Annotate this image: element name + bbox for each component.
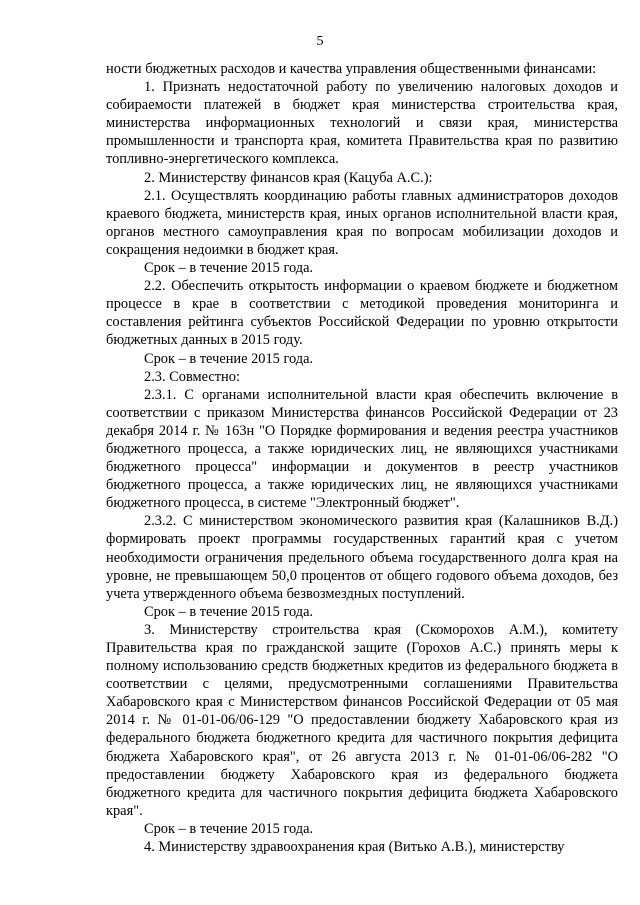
deadline-line: Срок – в течение 2015 года. [144, 350, 314, 367]
paragraph: 3. Министерству строительства края (Скоморохов А.М.), комитету Правительства края по гражданской защите (Горохов А.С.) принять меры к полному использованию средств бюджетных кредитов из федерального бюджета в соответствии с целями, предусмотренными соглашениями Правительства Хабаровского края с Министерством финансов Российской Федерации от 05 мая 2014 г. № 01-01-06/06-129 "О предоставлении бюджету Хабаровского края из федерального бюджета бюджетного кредита для частичного покрытия дефицита бюджета Хабаровского края", от 26 августа 2013 г. № 01-01-06/06-282 "О предоставлении бюджету Хабаровского края из федерального бюджета бюджетного кредита для частичного покрытия дефицита бюджета Хабаровского края". [106, 621, 618, 819]
paragraph: 2.3.2. С министерством экономического развития края (Калашников В.Д.) формировать проект программы государственных гарантий края с учетом необходимости ограничения предельного объема государственного долга края на уровне, не превышающем 50,0 процентов от общего годового объема доходов, без учета утвержденного объема безвозмездных поступлений. [106, 513, 618, 602]
paragraph: 2.3.1. С органами исполнительной власти края обеспечить включение в соответствии с приказом Министерства финансов Российской Федерации от 23 декабря 2014 г. № 163н "О Порядке формирования и ведения реестра участников бюджетного процесса, а также юридических лиц, не являющихся участниками бюджетного процесса" информации и документов в реестр участников бюджетного процесса, а также юридических лиц, не являющихся участниками бюджетного процесса, в системе "Электронный бюджет". [106, 386, 618, 512]
paragraph: 2.3. Совместно: [144, 368, 240, 385]
page-number: 5 [316, 34, 324, 49]
deadline-line: Срок – в течение 2015 года. [144, 603, 314, 620]
paragraph: 2. Министерству финансов края (Кацуба А.С.): [144, 169, 433, 186]
deadline-line: Срок – в течение 2015 года. [144, 820, 314, 837]
paragraph: 2.1. Осуществлять координацию работы главных администраторов доходов краевого бюджета, министерств края, иных органов исполнительной власти края, органов местного самоуправления края по вопросам мобилизации доходов и сокращения недоимки в бюджет края. [106, 187, 618, 258]
document-body [106, 60, 618, 856]
deadline-line: Срок – в течение 2015 года. [144, 260, 314, 277]
paragraph: 1. Признать недостаточной работу по увеличению налоговых доходов и собираемости платежей в бюджет края министерства строительства края, министерства информационных технологий и связи края, министерства промышленности и транспорта края, комитета Правительства края по развитию топливно-энергетического комплекса. [106, 79, 618, 168]
paragraph: ности бюджетных расходов и качества управления общественными финансами: [106, 61, 597, 77]
paragraph: 4. Министерству здравоохранения края (Витько А.В.), министерству [144, 839, 565, 856]
paragraph: 2.2. Обеспечить открытость информации о краевом бюджете и бюджетном процессе в крае в соответствии с методикой проведения мониторинга и составления рейтинга субъектов Российской Федерации по уровню открытости бюджетных данных в 2015 году. [106, 278, 618, 349]
